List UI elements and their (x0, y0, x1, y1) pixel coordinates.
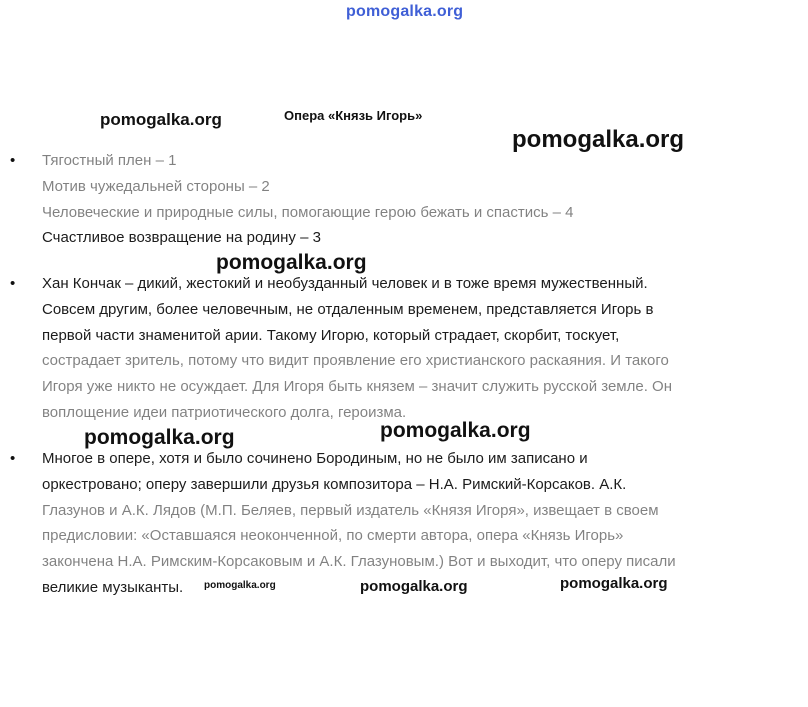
watermark: pomogalka.org (380, 419, 531, 442)
watermark: pomogalka.org (560, 575, 668, 592)
text-line: Счастливое возвращение на родину – 3 (42, 229, 321, 247)
text-line: Человеческие и природные силы, помогающие герою бежать и спастись – 4 (42, 203, 574, 221)
watermark: pomogalka.org (360, 578, 468, 595)
document-body (0, 148, 790, 601)
text-line: Глазунов и А.К. Лядов (М.П. Беляев, первый издатель «Князя Игоря», извещает в своем (42, 501, 659, 519)
watermark: pomogalka.org (84, 426, 235, 449)
text-line: Совсем другим, более человечным, не отдаленным временем, представляется Игорь в (42, 300, 654, 318)
watermark: pomogalka.org (512, 126, 685, 153)
text-line: закончена Н.А. Римским-Корсаковым и А.К. Глазуновым.) Вот и выходит, что оперу писали (42, 553, 676, 571)
bullet-icon: • (10, 450, 16, 467)
watermark: pomogalka.org (100, 110, 222, 129)
text-line: Хан Кончак – дикий, жестокий и необузданный человек и в тоже время мужественный. (42, 275, 648, 292)
text-line: Тягостный плен – 1 (42, 152, 177, 169)
bullet-icon: • (10, 275, 16, 292)
text-line: Игоря уже никто не осуждает. Для Игоря быть князем – значит служить русской земле. Он (42, 378, 672, 396)
text-line: предисловии: «Оставшаяся неоконченной, по смерти автора, опера «Князь Игорь» (42, 527, 624, 545)
text-line: воплощение идеи патриотического долга, героизма. (42, 403, 407, 421)
text-line: Многое в опере, хотя и было сочинено Бородиным, но не было им записано и (42, 450, 588, 467)
text-line: великие музыканты. (42, 578, 184, 596)
text-line: оркестровано; оперу завершили друзья композитора – Н.А. Римский-Корсаков. А.К. (42, 475, 627, 493)
text-line: Мотив чужедальней стороны – 2 (42, 177, 270, 195)
text-line: сострадает зритель, потому что видит проявление его христианского раскаяния. И такого (42, 352, 669, 370)
text-line: первой части знаменитой арии. Такому Игорю, который страдает, скорбит, тоскует, (42, 326, 620, 344)
bullet-icon: • (10, 152, 16, 169)
watermark: pomogalka.org (204, 580, 276, 591)
site-header-link[interactable]: pomogalka.org (346, 3, 464, 20)
list-item (0, 148, 790, 271)
watermark: pomogalka.org (216, 251, 367, 274)
document-title: Опера «Князь Игорь» (284, 108, 423, 123)
